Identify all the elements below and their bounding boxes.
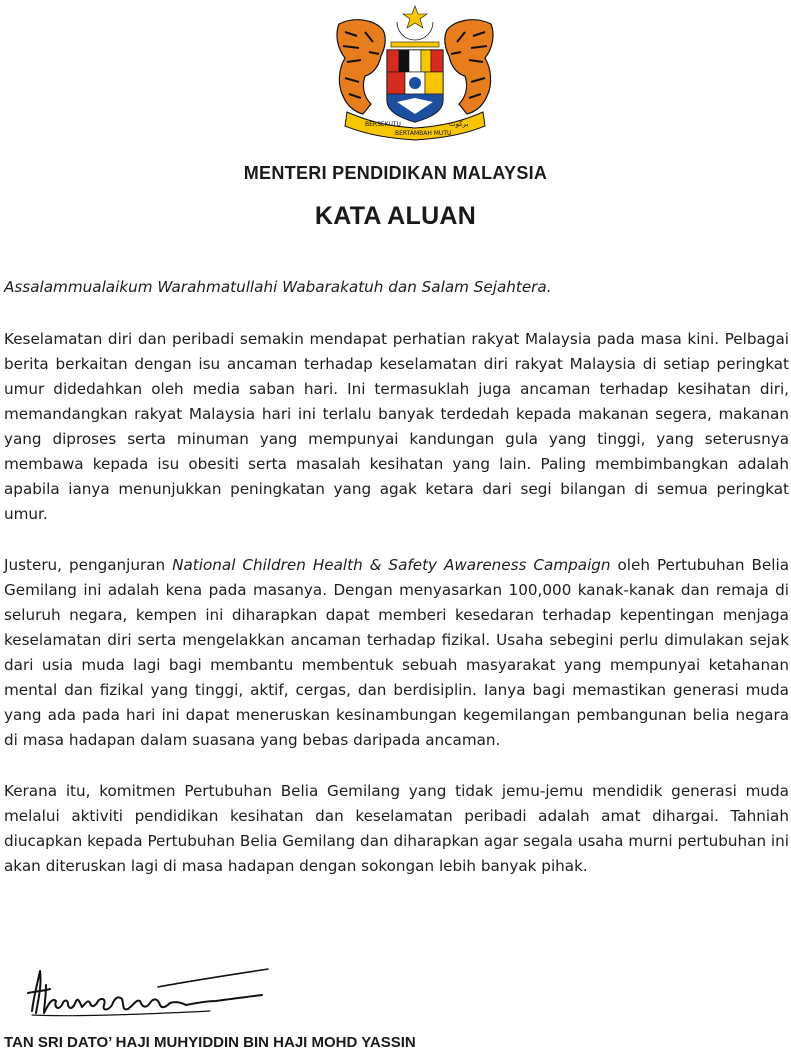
- page-title: KATA ALUAN: [314, 202, 477, 230]
- paragraph-3: Kerana itu, komitmen Pertubuhan Belia Gemilang yang tidak jemu-jemu mendidik generasi muda melalui aktiviti pendidikan kesihatan dan keselamatan peribadi adalah amat dihargai. Tahniah diucapkan kepada Pertubuhan Belia Gemilang dan diharapkan agar segala usaha murni pertubuhan ini akan diteruskan lagi di masa hadapan dengan sokongan lebih banyak pihak.: [4, 782, 789, 875]
- svg-text:بركوت: بركوت: [449, 120, 469, 128]
- svg-text:BERSEKUTU: BERSEKUTU: [365, 121, 401, 128]
- signatory-name: TAN SRI DATO’ HAJI MUHYIDDIN BIN HAJI MOHD YASSIN: [4, 1034, 416, 1051]
- greeting: Assalammualaikum Warahmatullahi Wabarakatuh dan Salam Sejahtera.: [4, 278, 552, 296]
- paragraph-2: [4, 553, 789, 753]
- paragraph-1: Keselamatan diri dan peribadi semakin mendapat perhatian rakyat Malaysia pada masa kini. Pelbagai berita berkaitan dengan isu ancaman terhadap keselamatan diri rakyat Malaysia di setiap peringkat umur didedahkan oleh media saban hari. Ini termasuklah juga ancaman terhadap kesihatan diri, memandangkan rakyat Malaysia hari ini terlalu banyak terdedah kepada makanan segera, makanan yang diproses serta minuman yang mempunyai kandungan gula yang tinggi, yang seterusnya membawa kepada isu obesiti serta masalah kesihatan yang lain. Paling membimbangkan adalah apabila ianya menunjukkan peningkatan yang agak ketara dari segi bilangan di semua peringkat umur.: [4, 330, 789, 523]
- paragraph-2-intro: Justeru, penganjuran: [4, 556, 173, 574]
- coat-of-arms-icon: [325, 2, 505, 142]
- paragraph-2-rest: oleh Pertubuhan Belia Gemilang ini adalah kena pada masanya. Dengan menyasarkan 100,000 kanak-kanak dan remaja di seluruh negara, kempen ini diharapkan dapat memberi kesedaran terhadap kepentingan menjaga keselamatan diri serta mengelakkan ancaman terhadap fizikal. Usaha sebegini perlu dimulakan sejak dari usia muda lagi bagi membantu membentuk sebuah masyarakat yang mempunyai ketahanan mental dan fizikal yang tinggi, aktif, cergas, dan berdisiplin. Ianya bagi memastikan generasi muda yang ada pada hari ini dapat meneruskan kesinambungan kegemilangan pembangunan belia negara di masa hadapan dalam suasana yang bebas daripada ancaman.: [4, 556, 790, 749]
- ministry-heading: MENTERI PENDIDIKAN MALAYSIA: [243, 163, 548, 183]
- letter-body: [4, 275, 789, 905]
- svg-text:BERTAMBAH MUTU: BERTAMBAH MUTU: [395, 130, 452, 137]
- signature-icon: [10, 945, 310, 1030]
- campaign-name: National Children Health & Safety Awareness Campaign: [172, 556, 611, 574]
